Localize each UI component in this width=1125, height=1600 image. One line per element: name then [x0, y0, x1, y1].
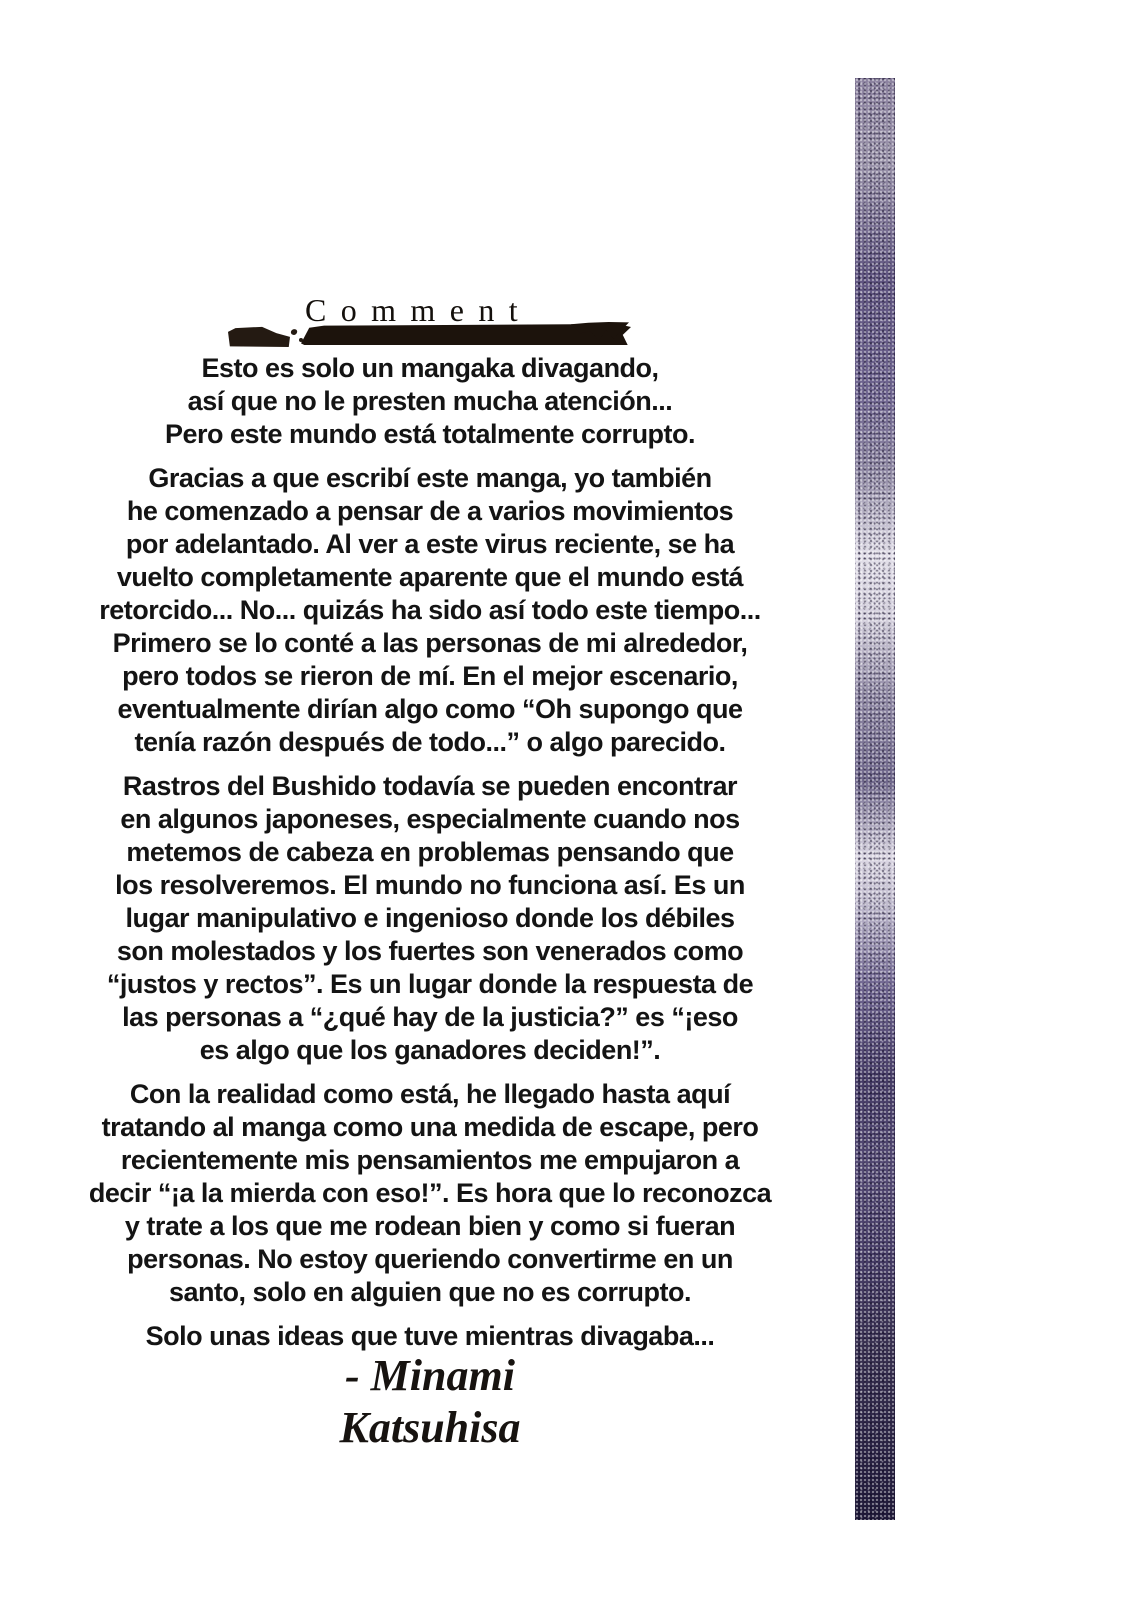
text-line: en algunos japoneses, especialmente cuando nos [120, 804, 740, 834]
text-line: pero todos se rieron de mí. En el mejor escenario, [122, 661, 738, 691]
text-line: los resolveremos. El mundo no funciona así. Es un [115, 870, 745, 900]
text-line: Esto es solo un mangaka divagando, [201, 353, 659, 383]
comment-paragraph [40, 352, 820, 451]
text-line: por adelantado. Al ver a este virus reciente, se ha [125, 529, 735, 559]
signature-line-1: - Minami [345, 1351, 515, 1400]
text-line: es algo que los ganadores deciden!”. [199, 1035, 661, 1065]
text-line: y trate a los que me rodean bien y como si fueran [124, 1211, 736, 1241]
ink-splatter-icon [228, 326, 290, 347]
comment-paragraph [40, 1078, 820, 1309]
page-edge-texture-strip [855, 78, 895, 1520]
comment-paragraph [40, 462, 820, 759]
comment-text [40, 352, 820, 1364]
text-line: tenía razón después de todo...” o algo parecido. [134, 727, 726, 757]
signature-line-2: Katsuhisa [339, 1403, 521, 1452]
text-line: son molestados y los fuertes son venerados como [116, 936, 744, 966]
comment-paragraph [40, 1320, 820, 1353]
text-line: decir “¡a la mierda con eso!”. Es hora que lo reconozca [88, 1178, 772, 1208]
ink-dot-icon [290, 328, 298, 336]
comment-paragraph [40, 770, 820, 1067]
text-line: he comenzado a pensar de a varios movimientos [126, 496, 734, 526]
text-line: Con la realidad como está, he llegado hasta aquí [129, 1079, 731, 1109]
text-line: Gracias a que escribí este manga, yo también [148, 463, 712, 493]
comment-header [225, 292, 635, 354]
text-line: vuelto completamente aparente que el mundo está [116, 562, 744, 592]
text-line: Rastros del Bushido todavía se pueden encontrar [122, 771, 738, 801]
page-title: Comment [305, 292, 533, 328]
text-line: recientemente mis pensamientos me empujaron a [120, 1145, 740, 1175]
text-line: así que no le presten mucha atención... [187, 386, 673, 416]
author-signature [40, 1350, 820, 1454]
text-line: eventualmente dirían algo como “Oh supongo que [117, 694, 743, 724]
text-line: las personas a “¿qué hay de la justicia?” es “¡eso [122, 1002, 738, 1032]
text-line: metemos de cabeza en problemas pensando que [126, 837, 734, 867]
text-line: santo, solo en alguien que no es corrupto. [168, 1277, 692, 1307]
text-line: tratando al manga como una medida de escape, pero [101, 1112, 759, 1142]
text-line: retorcido... No... quizás ha sido así todo este tiempo... [99, 595, 761, 625]
text-line: Primero se lo conté a las personas de mi alrededor, [112, 628, 748, 658]
text-line: “justos y rectos”. Es un lugar donde la respuesta de [106, 969, 754, 999]
text-line: Pero este mundo está totalmente corrupto. [164, 419, 696, 449]
text-line: Solo unas ideas que tuve mientras divagaba... [145, 1321, 715, 1351]
text-line: lugar manipulativo e ingenioso donde los débiles [125, 903, 735, 933]
text-line: personas. No estoy queriendo convertirme en un [127, 1244, 733, 1274]
